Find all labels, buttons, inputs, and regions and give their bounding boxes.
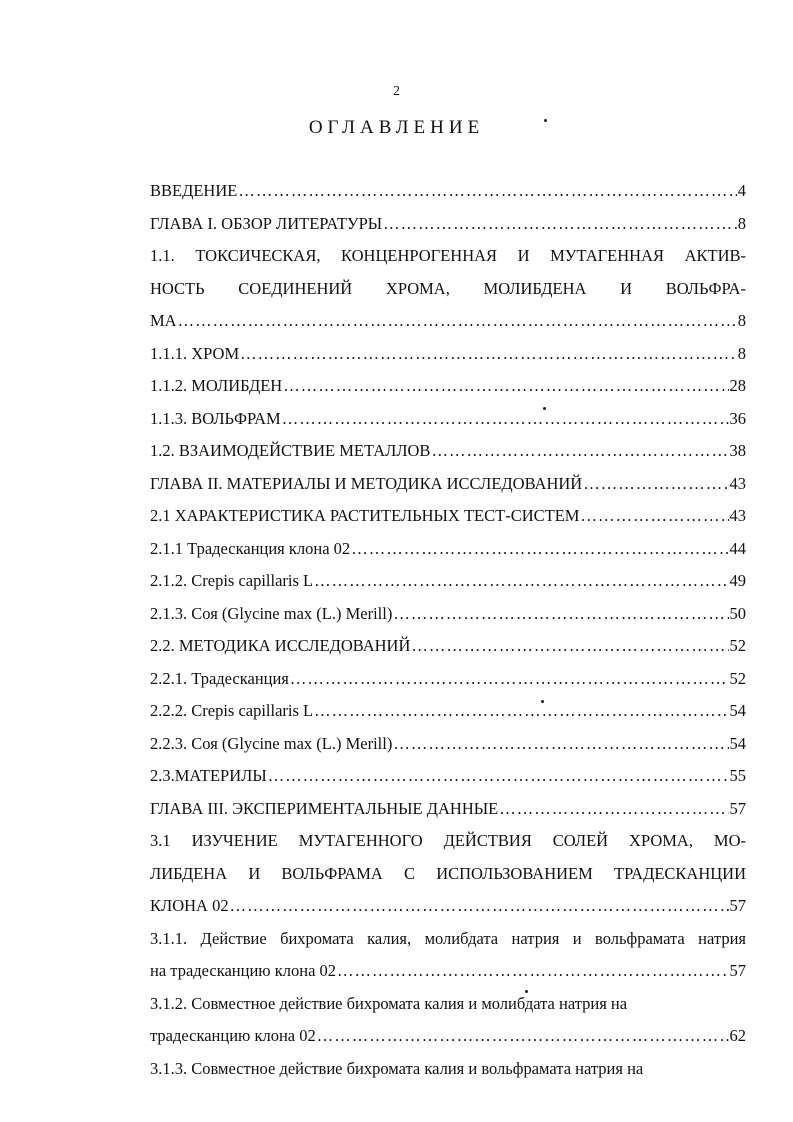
toc-leader-dots (238, 178, 736, 203)
toc-page-number: 55 (729, 766, 746, 785)
toc-heading-line: 3.1 ИЗУЧЕНИЕ МУТАГЕННОГО ДЕЙСТВИЯ СОЛЕЙ ХРОМА, МО- (150, 831, 746, 850)
toc-leader-dots (383, 211, 737, 236)
toc-leader-dots (290, 666, 729, 691)
toc-page-number: 4 (737, 181, 746, 200)
toc-heading-line: 1.1. ТОКСИЧЕСКАЯ, КОНЦЕНРОГЕННАЯ И МУТАГЕННАЯ АКТИВ- (150, 246, 746, 265)
toc-leader-dots (393, 731, 728, 756)
toc-entry-title: 1.1.3. ВОЛЬФРАМ (150, 408, 281, 428)
toc-page-number: 50 (729, 603, 746, 623)
toc-page-number: 62 (729, 1026, 746, 1045)
toc-entry (150, 958, 746, 991)
toc-entry-title: 2.2.3. Соя (Glycine max (L.) Merill) (150, 733, 393, 753)
toc-leader-dots (393, 601, 728, 626)
toc-entry-title: МА (150, 311, 177, 330)
toc-entry (150, 536, 746, 569)
toc-entry (150, 731, 746, 764)
toc-entry (150, 1023, 746, 1056)
toc-leader-dots (178, 308, 737, 333)
toc-heading-line: ЛИБДЕНА И ВОЛЬФРАМА С ИСПОЛЬЗОВАНИЕМ ТРАДЕСКАНЦИИ (150, 863, 746, 883)
toc-entry-title: на традесканцию клона 02 (150, 961, 337, 980)
toc-leader-dots (580, 503, 728, 528)
toc-leader-dots (314, 568, 728, 593)
toc-entry (150, 341, 746, 374)
toc-entry-title: КЛОНА 02 (150, 896, 229, 915)
scan-speck (541, 700, 544, 703)
toc-entry (150, 503, 746, 536)
toc-entry-title: 2.2.2. Crepis capillaris L (150, 701, 314, 720)
toc-heading-line: 3.1.2. Совместное действие бихромата калия и молибдата натрия на (150, 993, 628, 1013)
toc-leader-dots (583, 471, 728, 496)
toc-entry (150, 763, 746, 796)
scan-speck (543, 407, 546, 410)
toc-entry-title: 2.1.2. Crepis capillaris L (150, 571, 314, 590)
toc-entry (150, 601, 746, 634)
toc-page-number: 28 (729, 376, 746, 395)
toc-page-number: 57 (729, 896, 746, 915)
toc-page-number: 38 (729, 441, 746, 460)
toc-entry (150, 373, 746, 406)
toc-page-number: 8 (737, 213, 746, 233)
toc-entry-title: ГЛАВА III. ЭКСПЕРИМЕНТАЛЬНЫЕ ДАННЫЕ (150, 798, 499, 818)
table-of-contents (150, 178, 746, 1088)
toc-page-number: 44 (729, 538, 746, 558)
toc-leader-dots (230, 893, 729, 918)
toc-entry-title: 1.2. ВЗАИМОДЕЙСТВИЕ МЕТАЛЛОВ (150, 441, 431, 460)
toc-leader-dots (314, 698, 728, 723)
toc-page-number: 8 (737, 343, 746, 363)
toc-leader-dots (282, 406, 729, 431)
toc-page-number: 54 (729, 701, 746, 720)
toc-entry-title: ГЛАВА I. ОБЗОР ЛИТЕРАТУРЫ (150, 213, 383, 233)
toc-entry-title: 2.1 ХАРАКТЕРИСТИКА РАСТИТЕЛЬНЫХ ТЕСТ-СИСТЕМ (150, 506, 580, 525)
toc-leader-dots (337, 958, 728, 983)
toc-entry-title: 2.2.1. Традесканция (150, 668, 289, 688)
toc-entry-title: 1.1.2. МОЛИБДЕН (150, 376, 283, 395)
toc-leader-dots (283, 373, 728, 398)
toc-entry (150, 471, 746, 504)
toc-page-number: 52 (729, 636, 746, 655)
toc-leader-dots (317, 1023, 729, 1048)
toc-page-number: 8 (737, 311, 746, 330)
toc-entry (150, 438, 746, 471)
scan-speck (525, 990, 528, 993)
toc-entry-title: 2.3.МАТЕРИЛЫ (150, 766, 267, 785)
toc-leader-dots (240, 341, 737, 366)
toc-leader-dots (499, 796, 728, 821)
toc-entry-title: 2.1.1 Традесканция клона 02 (150, 538, 351, 558)
toc-page-number: 54 (729, 733, 746, 753)
toc-heading-line: НОСТЬ СОЕДИНЕНИЙ ХРОМА, МОЛИБДЕНА И ВОЛЬФРА- (150, 278, 746, 298)
page-title: ОГЛАВЛЕНИЕ (308, 117, 485, 138)
toc-entry-title: традесканцию клона 02 (150, 1026, 316, 1045)
toc-entry (150, 406, 746, 439)
toc-entry-title: 1.1.1. ХРОМ (150, 343, 240, 363)
toc-entry (150, 568, 746, 601)
toc-leader-dots (268, 763, 729, 788)
toc-entry (150, 633, 746, 666)
toc-page-number: 57 (729, 798, 746, 818)
page-number: 2 (393, 84, 400, 99)
toc-entry-title: ВВЕДЕНИЕ (150, 181, 238, 200)
toc-leader-dots (411, 633, 728, 658)
toc-heading-line: 3.1.1. Действие бихромата калия, молибдата натрия и вольфрамата натрия (150, 928, 746, 948)
toc-page-number: 43 (729, 506, 746, 525)
toc-entry (150, 893, 746, 926)
toc-entry-title: ГЛАВА II. МАТЕРИАЛЫ И МЕТОДИКА ИССЛЕДОВАНИЙ (150, 473, 583, 493)
toc-entry-title: 2.1.3. Соя (Glycine max (L.) Merill) (150, 603, 393, 623)
toc-entry (150, 666, 746, 699)
toc-entry (150, 211, 746, 244)
toc-leader-dots (351, 536, 728, 561)
scan-speck (544, 119, 547, 122)
toc-entry (150, 698, 746, 731)
toc-page-number: 57 (729, 961, 746, 980)
toc-entry (150, 308, 746, 341)
toc-page-number: 43 (729, 473, 746, 493)
toc-leader-dots (431, 438, 728, 463)
toc-page-number: 52 (729, 668, 746, 688)
toc-entry (150, 796, 746, 829)
toc-page-number: 49 (729, 571, 746, 590)
toc-heading-line: 3.1.3. Совместное действие бихромата калия и вольфрамата натрия на (150, 1058, 644, 1078)
toc-entry (150, 178, 746, 211)
toc-entry-title: 2.2. МЕТОДИКА ИССЛЕДОВАНИЙ (150, 636, 411, 655)
toc-page-number: 36 (729, 408, 746, 428)
